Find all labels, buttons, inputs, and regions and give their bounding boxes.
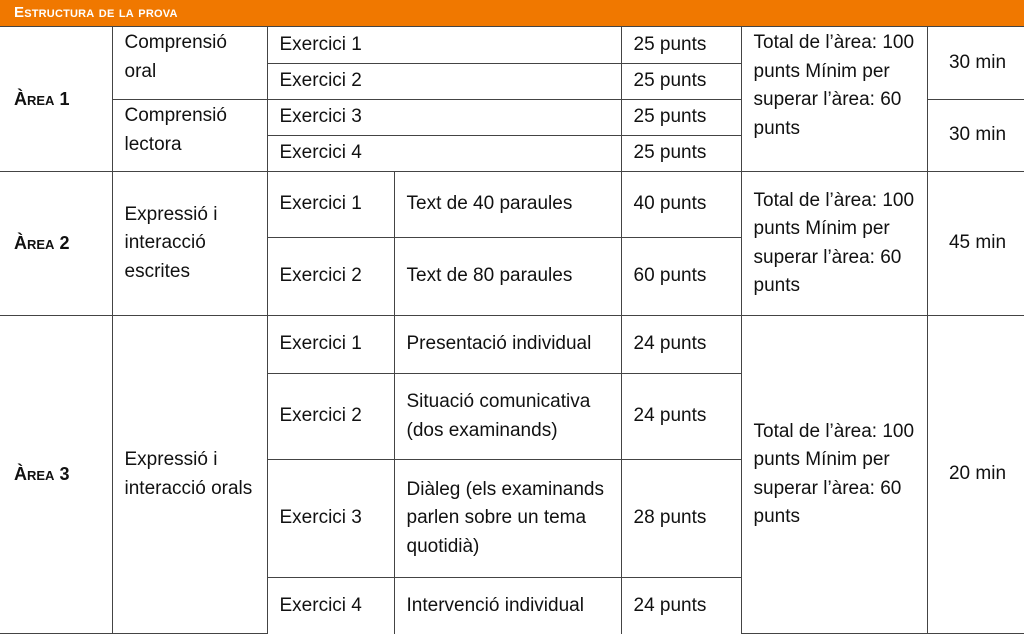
area-3-duration: 20 min bbox=[927, 316, 1024, 634]
area-1-points-3: 25 punts bbox=[621, 100, 741, 136]
area-3-exercise-2: Exercici 2 bbox=[267, 374, 394, 460]
area-3-points-4: 24 punts bbox=[621, 578, 741, 634]
area-2-exercise-2: Exercici 2 bbox=[267, 238, 394, 316]
area-2-task-1: Text de 40 paraules bbox=[394, 172, 621, 238]
area-3-exercise-1: Exercici 1 bbox=[267, 316, 394, 374]
area-3-skill: Expressió i interacció orals bbox=[112, 316, 267, 634]
area-1-skill-lectora: Comprensió lectora bbox=[112, 100, 267, 172]
area-2-task-2: Text de 80 paraules bbox=[394, 238, 621, 316]
area-1-exercise-1: Exercici 1 bbox=[267, 27, 621, 64]
area-1-points-1: 25 punts bbox=[621, 27, 741, 64]
area-3-points-3: 28 punts bbox=[621, 460, 741, 578]
area-1-exercise-3: Exercici 3 bbox=[267, 100, 621, 136]
area-3-task-3: Diàleg (els examinands parlen sobre un tema quotidià) bbox=[394, 460, 621, 578]
section-header: Estructura de la prova bbox=[0, 0, 1024, 26]
area-2-points-2: 60 punts bbox=[621, 238, 741, 316]
area-1-summary: Total de l’àrea: 100 punts Mínim per superar l’àrea: 60 punts bbox=[741, 27, 927, 172]
area-1-exercise-4: Exercici 4 bbox=[267, 136, 621, 172]
area-1-points-2: 25 punts bbox=[621, 64, 741, 100]
area-1-points-4: 25 punts bbox=[621, 136, 741, 172]
area-1-label: Àrea 1 bbox=[0, 27, 112, 172]
area-3-points-2: 24 punts bbox=[621, 374, 741, 460]
area-1-exercise-2: Exercici 2 bbox=[267, 64, 621, 100]
area-1-duration-oral: 30 min bbox=[927, 27, 1024, 100]
area-3-task-2: Situació comunicativa (dos examinands) bbox=[394, 374, 621, 460]
exam-structure-table bbox=[0, 26, 1024, 634]
area-3-exercise-4: Exercici 4 bbox=[267, 578, 394, 634]
area-2-points-1: 40 punts bbox=[621, 172, 741, 238]
area-3-label: Àrea 3 bbox=[0, 316, 112, 634]
area-3-exercise-3: Exercici 3 bbox=[267, 460, 394, 578]
area-3-summary: Total de l’àrea: 100 punts Mínim per superar l’àrea: 60 punts bbox=[741, 316, 927, 634]
area-3-task-4: Intervenció individual bbox=[394, 578, 621, 634]
area-3-points-1: 24 punts bbox=[621, 316, 741, 374]
area-2-duration: 45 min bbox=[927, 172, 1024, 316]
area-2-skill: Expressió i interacció escrites bbox=[112, 172, 267, 316]
area-2-exercise-1: Exercici 1 bbox=[267, 172, 394, 238]
area-1-duration-lectora: 30 min bbox=[927, 100, 1024, 172]
area-3-task-1: Presentació individual bbox=[394, 316, 621, 374]
area-2-summary: Total de l’àrea: 100 punts Mínim per superar l’àrea: 60 punts bbox=[741, 172, 927, 316]
area-1-skill-oral: Comprensió oral bbox=[112, 27, 267, 100]
area-2-label: Àrea 2 bbox=[0, 172, 112, 316]
